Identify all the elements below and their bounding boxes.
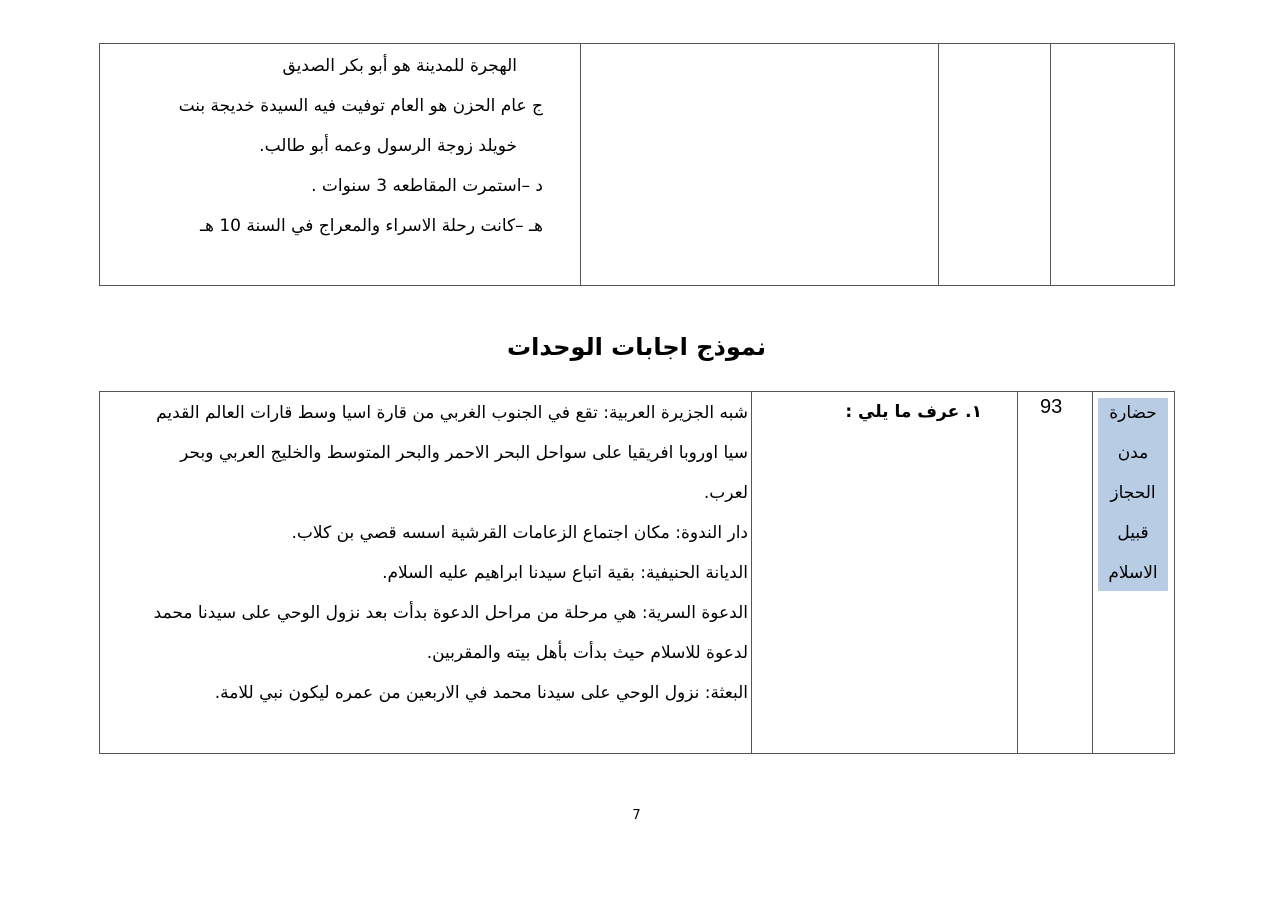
answer-line: خويلد زوجة الرسول وعمه أبو طالب. bbox=[259, 136, 517, 156]
question-label: ١. عرف ما يلي : bbox=[845, 402, 982, 422]
definition-line: دار الندوة: مكان اجتماع الزعامات القرشية اسسه قصي بن كلاب. bbox=[291, 523, 748, 543]
unit-line: حضارة bbox=[1109, 403, 1157, 423]
definition-line: شبه الجزيرة العربية: تقع في الجنوب الغربي من قارة اسيا وسط قارات العالم القديم bbox=[156, 403, 748, 423]
definition-line: سيا اوروبا افريقيا على سواحل البحر الاحمر والبحر المتوسط والخليج العربي وبحر bbox=[180, 443, 748, 463]
answer-line: الهجرة للمدينة هو أبو بكر الصديق bbox=[282, 56, 517, 76]
continuation-answers bbox=[110, 43, 547, 283]
definition-line: لعرب. bbox=[703, 483, 748, 503]
definition-line: الدعوة السرية: هي مرحلة من مراحل الدعوة بدأت بعد نزول الوحي على سيدنا محمد bbox=[153, 603, 748, 623]
definition-line: الديانة الحنيفية: بقية اتباع سيدنا ابراهيم عليه السلام. bbox=[382, 563, 748, 583]
unit-line: الحجاز bbox=[1110, 483, 1156, 503]
unit-line: الاسلام bbox=[1108, 563, 1158, 583]
page-number: 7 bbox=[632, 808, 641, 823]
column-divider bbox=[938, 44, 939, 285]
unit-line: مدن bbox=[1117, 443, 1149, 463]
answer-line: هـ –كانت رحلة الاسراء والمعراج في السنة 10 هـ bbox=[199, 216, 543, 236]
unit-line: قبيل bbox=[1117, 523, 1149, 543]
definition-line: البعثة: نزول الوحي على سيدنا محمد في الاربعين من عمره ليكون نبي للامة. bbox=[214, 683, 748, 703]
column-divider bbox=[1092, 392, 1093, 753]
column-divider bbox=[1050, 44, 1051, 285]
answer-line: د –استمرت المقاطعه 3 سنوات . bbox=[311, 176, 543, 196]
definition-line: لدعوة للاسلام حيث بدأت بأهل بيته والمقربين. bbox=[426, 643, 748, 663]
page-reference-number: 93 bbox=[1040, 396, 1063, 418]
section-title: نموذج اجابات الوحدات bbox=[507, 333, 766, 361]
column-divider bbox=[580, 44, 581, 285]
answer-line: ج عام الحزن هو العام توفيت فيه السيدة خديجة بنت bbox=[178, 96, 543, 116]
column-divider bbox=[1017, 392, 1018, 753]
definitions-list bbox=[108, 391, 748, 751]
unit-cell bbox=[1098, 398, 1168, 591]
column-divider bbox=[751, 392, 752, 753]
